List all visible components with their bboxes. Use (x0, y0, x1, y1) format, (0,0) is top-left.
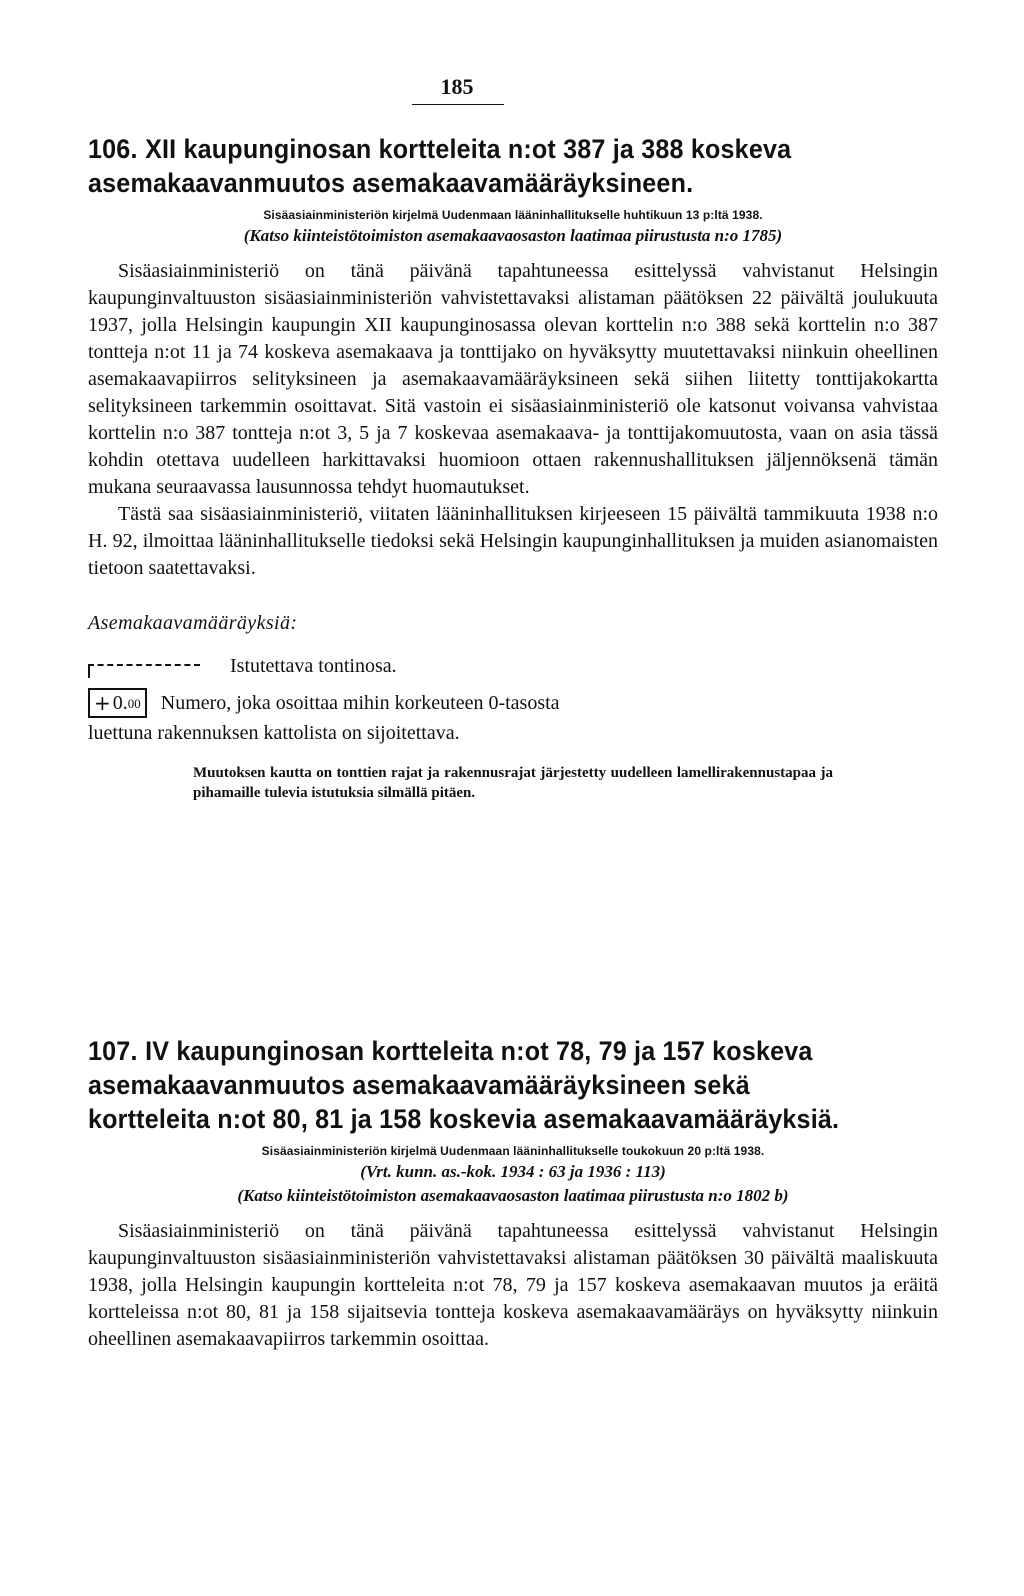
height-value-sup: 00 (127, 695, 141, 711)
section-106 (88, 132, 938, 803)
legend-item-continuation: luettuna rakennuksen kattolista on sijoitettava. (88, 722, 460, 744)
legend-note: Muutoksen kautta on tonttien rajat ja rakennusrajat järjestetty uudelleen lamellirakennustapaa ja pihamaille tulevia istutuksia silmällä pitäen. (193, 765, 833, 801)
section-title: IV kaupunginosan kortteleita n:ot 78, 79 ja 157 koskeva asemakaavanmuutos asemakaavamääräyksineen sekä kortteleita n:ot 80, 81 ja 158 koskevia asemakaavamääräyksiä. (88, 1036, 840, 1134)
section-heading (88, 132, 879, 200)
body-paragraph: Tästä saa sisäasiainministeriö, viitaten lääninhallituksen kirjeeseen 15 päivältä tammikuuta 1938 n:o H. 92, ilmoittaa lääninhallitukselle tiedoksi sekä Helsingin kaupunginhallituksen ja muiden asianomaisten tietoon saatettavaksi. (88, 503, 938, 579)
legend-title: Asemakaavamääräyksiä: (88, 612, 298, 634)
section-body (88, 258, 938, 582)
legend-item-height (88, 688, 938, 718)
page-number: 185 (440, 74, 474, 99)
section-title: XII kaupunginosan kortteleita n:ot 387 ja 388 koskeva asemakaavanmuutos asemakaavamääräyksineen. (88, 134, 792, 198)
section-reference: (Katso kiinteistötoimiston asemakaavaosaston laatimaa piirustusta n:o 1785) (243, 226, 783, 245)
legend-item-planting (88, 653, 938, 680)
section-body (88, 1218, 938, 1353)
section-107 (88, 1034, 938, 1353)
section-reference: (Vrt. kunn. as.-kok. 1934 : 63 ja 1936 : 113) (360, 1162, 666, 1181)
height-value: 0. (112, 691, 128, 714)
body-paragraph: Sisäasiainministeriö on tänä päivänä tapahtuneessa esittelyssä vahvistanut Helsingin kaupunginvaltuuston sisäasiainministeriön vahvistettavaksi alistaman päätöksen 30 päivältä maaliskuuta 1938, jolla Helsingin kaupungin kortteleita n:ot 78, 79 ja 157 koskeva asemakaavan muutos ja eräitä kortteleissa n:ot 80, 81 ja 158 sijaitsevia tontteja koskeva asemakaavamääräys on hyväksytty niinkuin oheellinen asemakaavapiirros tarkemmin osoittaa. (88, 1220, 938, 1350)
section-heading (88, 1034, 879, 1136)
section-reference: (Katso kiinteistötoimiston asemakaavaosaston laatimaa piirustusta n:o 1802 b) (237, 1186, 789, 1205)
dashed-boundary-symbol (88, 664, 200, 678)
page-number-rule (412, 104, 504, 105)
section-subnote: Sisäasiainministeriön kirjelmä Uudenmaan lääninhallitukselle toukokuun 20 p:ltä 1938. (261, 1144, 765, 1158)
section-number: 107. (88, 1036, 138, 1066)
body-paragraph: Sisäasiainministeriö on tänä päivänä tapahtuneessa esittelyssä vahvistanut Helsingin kaupunginvaltuuston sisäasiainministeriön vahvistettavaksi alistaman päätöksen 22 päivältä joulukuuta 1937, jolla Helsingin kaupungin XII kaupunginosassa olevan korttelin n:o 388 sekä korttelin n:o 387 tontteja n:ot 11 ja 74 koskeva asemakaava ja tonttijako on hyväksytty muutettavaksi niinkuin oheellinen asemakaavapiirros selityksineen ja asemakaavamääräyksineen sekä siihen liitetty tonttijakokartta selityksineen tarkemmin osoittavat. Sitä vastoin ei sisäasiainministeriö ole katsonut voivansa vahvistaa korttelin n:o 387 tontteja n:ot 3, 5 ja 7 koskevaa asemakaava- ja tonttijakomuutosta, vaan on asia tässä kohdin otettava uudelleen harkittavaksi huomioon ottaen rakennushallituksen jäljennöksenä tämän mukana seuraavassa lausunnossa tehdyt huomautukset. (88, 260, 938, 498)
legend-item-text: Istutettava tontinosa. (230, 655, 397, 677)
legend-item-text: Numero, joka osoittaa mihin korkeuteen 0-tasosta (160, 691, 560, 714)
height-marker-symbol (88, 688, 147, 718)
section-subnote: Sisäasiainministeriön kirjelmä Uudenmaan lääninhallitukselle huhtikuun 13 p:ltä 1938. (263, 208, 763, 222)
section-number: 106. (88, 134, 138, 164)
plus-icon: + (94, 690, 111, 715)
